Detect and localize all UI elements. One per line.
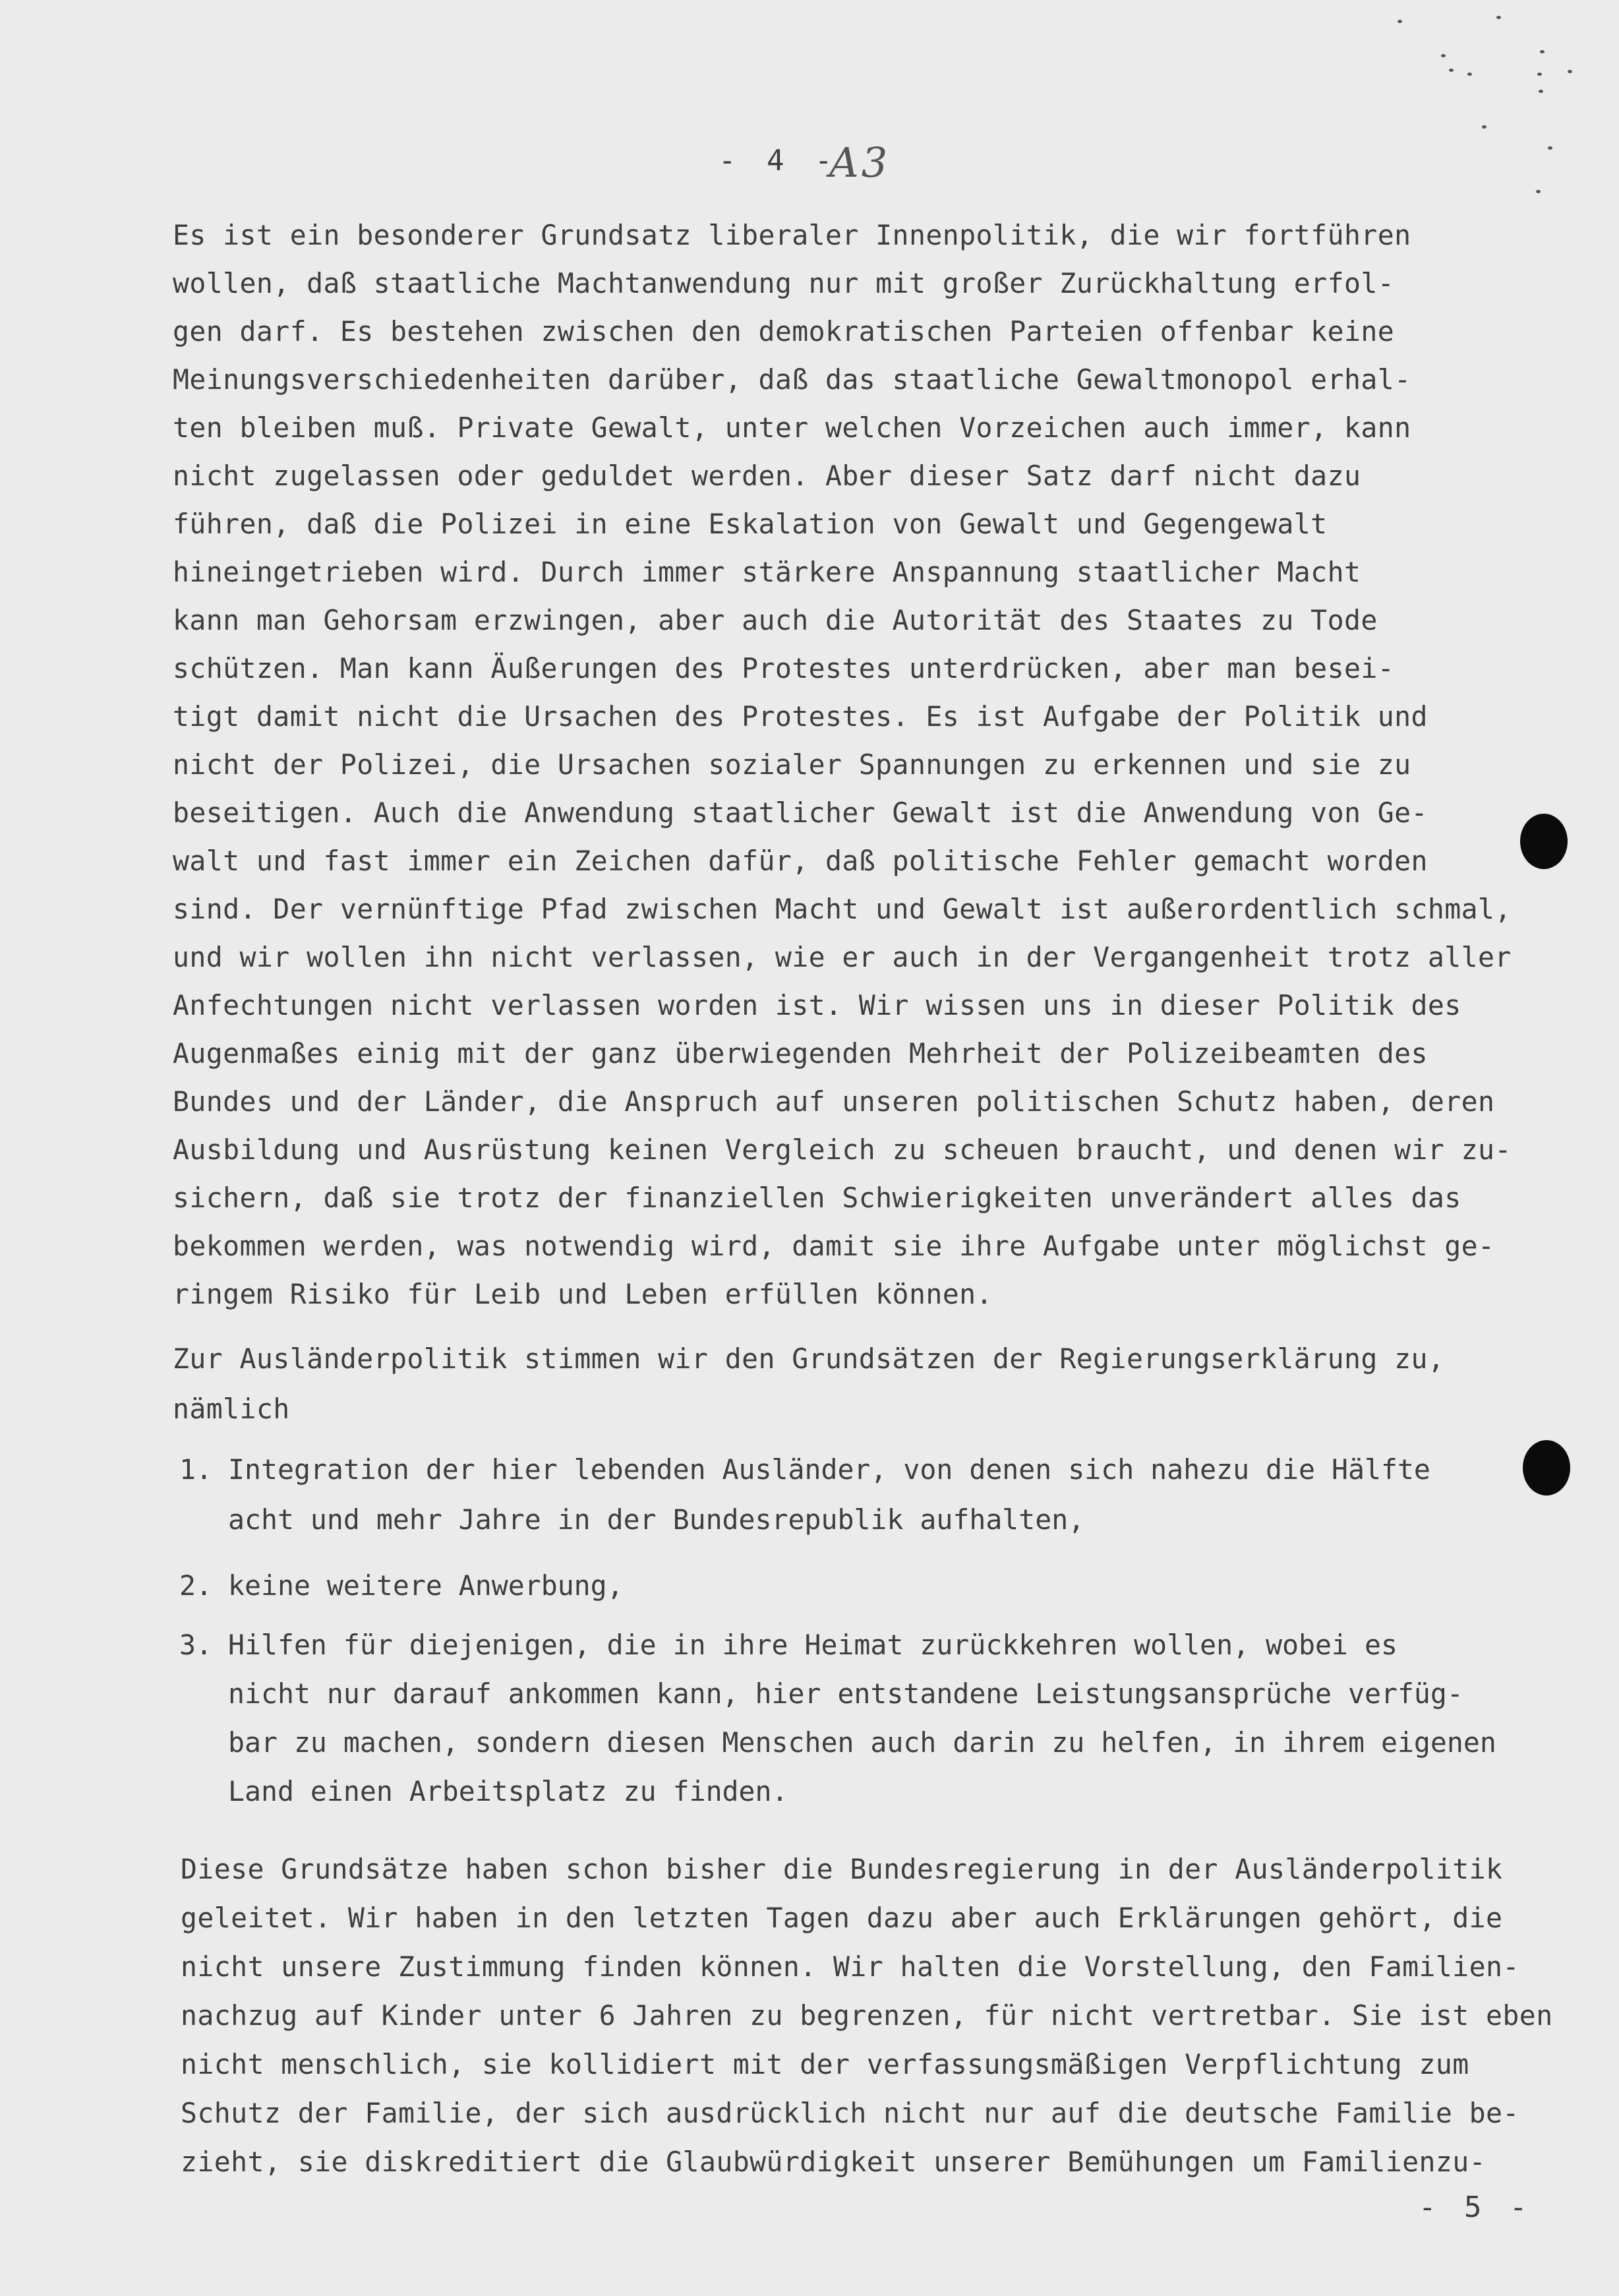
list-item-line: keine weitere Anwerbung, [228, 1569, 624, 1602]
paragraph-line: Schutz der Familie, der sich ausdrücklich nicht nur auf die deutsche Familie be- [181, 2097, 1519, 2129]
paragraph-line: und wir wollen ihn nicht verlassen, wie er auch in der Vergangenheit trotz aller [173, 941, 1512, 973]
paper-speck [1548, 146, 1552, 150]
paragraph-line: nicht der Polizei, die Ursachen sozialer Spannungen zu erkennen und sie zu [173, 748, 1411, 781]
paragraph-line: gen darf. Es bestehen zwischen den demokratischen Parteien offenbar keine [173, 315, 1395, 347]
paragraph-line: ringem Risiko für Leib und Leben erfüllen können. [173, 1278, 993, 1310]
paper-speck [1539, 90, 1543, 93]
paragraph-line: ten bleiben muß. Private Gewalt, unter welchen Vorzeichen auch immer, kann [173, 411, 1411, 444]
paper-speck [1441, 54, 1446, 57]
paragraph-line: führen, daß die Polizei in eine Eskalation von Gewalt und Gegengewalt [173, 508, 1328, 540]
next-page-marker: - 5 - [1419, 2190, 1533, 2224]
page-number: - 4 - [719, 144, 839, 177]
list-item-number: 2. [179, 1569, 212, 1602]
punch-hole [1523, 1440, 1570, 1495]
paragraph-line: nicht zugelassen oder geduldet werden. Aber dieser Satz darf nicht dazu [173, 460, 1361, 492]
list-item-number: 3. [179, 1629, 212, 1661]
paragraph-line: bekommen werden, was notwendig wird, damit sie ihre Aufgabe unter möglichst ge- [173, 1230, 1495, 1262]
paper-speck [1449, 69, 1454, 72]
paragraph-line: Zur Ausländerpolitik stimmen wir den Grundsätzen der Regierungserklärung zu, [173, 1343, 1445, 1375]
paragraph-line: Anfechtungen nicht verlassen worden ist. Wir wissen uns in dieser Politik des [173, 989, 1461, 1021]
handwritten-annotation: A3 [829, 138, 891, 187]
paper-speck [1398, 20, 1402, 23]
paper-speck [1540, 50, 1545, 53]
paragraph-line: Ausbildung und Ausrüstung keinen Vergleich zu scheuen braucht, und denen wir zu- [173, 1133, 1512, 1166]
paragraph-line: nämlich [173, 1393, 290, 1425]
list-item-line: nicht nur darauf ankommen kann, hier entstandene Leistungsansprüche verfüg- [228, 1677, 1463, 1710]
paragraph-line: Augenmaßes einig mit der ganz überwiegenden Mehrheit der Polizeibeamten des [173, 1037, 1428, 1070]
list-item-line: Integration der hier lebenden Ausländer, von denen sich nahezu die Hälfte [228, 1453, 1430, 1486]
paragraph-line: schützen. Man kann Äußerungen des Protestes unterdrücken, aber man besei- [173, 652, 1395, 684]
paragraph-line: kann man Gehorsam erzwingen, aber auch die Autorität des Staates zu Tode [173, 604, 1378, 636]
list-item-line: Land einen Arbeitsplatz zu finden. [228, 1775, 788, 1807]
paragraph-line: hineingetrieben wird. Durch immer stärkere Anspannung staatlicher Macht [173, 556, 1361, 588]
paper-speck [1537, 73, 1542, 76]
paragraph-line: sichern, daß sie trotz der finanziellen Schwierigkeiten unverändert alles das [173, 1182, 1461, 1214]
paragraph-line: beseitigen. Auch die Anwendung staatlicher Gewalt ist die Anwendung von Ge- [173, 797, 1428, 829]
paper-speck [1467, 73, 1472, 76]
paragraph-line: tigt damit nicht die Ursachen des Protestes. Es ist Aufgabe der Politik und [173, 700, 1428, 733]
paragraph-line: walt und fast immer ein Zeichen dafür, daß politische Fehler gemacht worden [173, 845, 1428, 877]
list-item-line: acht und mehr Jahre in der Bundesrepublik aufhalten, [228, 1503, 1085, 1536]
paper-speck [1568, 70, 1572, 73]
paragraph-line: Bundes und der Länder, die Anspruch auf unseren politischen Schutz haben, deren [173, 1085, 1495, 1118]
paragraph-line: zieht, sie diskreditiert die Glaubwürdigkeit unserer Bemühungen um Familienzu- [181, 2146, 1487, 2178]
paragraph-line: nachzug auf Kinder unter 6 Jahren zu begrenzen, für nicht vertretbar. Sie ist eben [181, 1999, 1553, 2032]
list-item-line: bar zu machen, sondern diesen Menschen auch darin zu helfen, in ihrem eigenen [228, 1726, 1496, 1759]
paragraph-line: wollen, daß staatliche Machtanwendung nur mit großer Zurückhaltung erfol- [173, 267, 1395, 299]
paper-speck [1496, 16, 1501, 19]
paragraph-line: sind. Der vernünftige Pfad zwischen Macht und Gewalt ist außerordentlich schmal, [173, 893, 1512, 925]
paragraph-line: Diese Grundsätze haben schon bisher die Bundesregierung in der Ausländerpolitik [181, 1853, 1503, 1885]
paper-speck [1482, 125, 1487, 129]
list-item-number: 1. [179, 1453, 212, 1486]
paragraph-line: nicht menschlich, sie kollidiert mit der verfassungsmäßigen Verpflichtung zum [181, 2048, 1469, 2080]
paragraph-line: Meinungsverschiedenheiten darüber, daß das staatliche Gewaltmonopol erhal- [173, 363, 1411, 396]
list-item-line: Hilfen für diejenigen, die in ihre Heimat zurückkehren wollen, wobei es [228, 1629, 1398, 1661]
paragraph-line: Es ist ein besonderer Grundsatz liberaler Innenpolitik, die wir fortführen [173, 219, 1411, 251]
paragraph-line: nicht unsere Zustimmung finden können. Wir halten die Vorstellung, den Familien- [181, 1950, 1519, 1983]
paper-speck [1536, 190, 1541, 193]
punch-hole [1520, 814, 1568, 869]
paragraph-line: geleitet. Wir haben in den letzten Tagen dazu aber auch Erklärungen gehört, die [181, 1902, 1503, 1934]
